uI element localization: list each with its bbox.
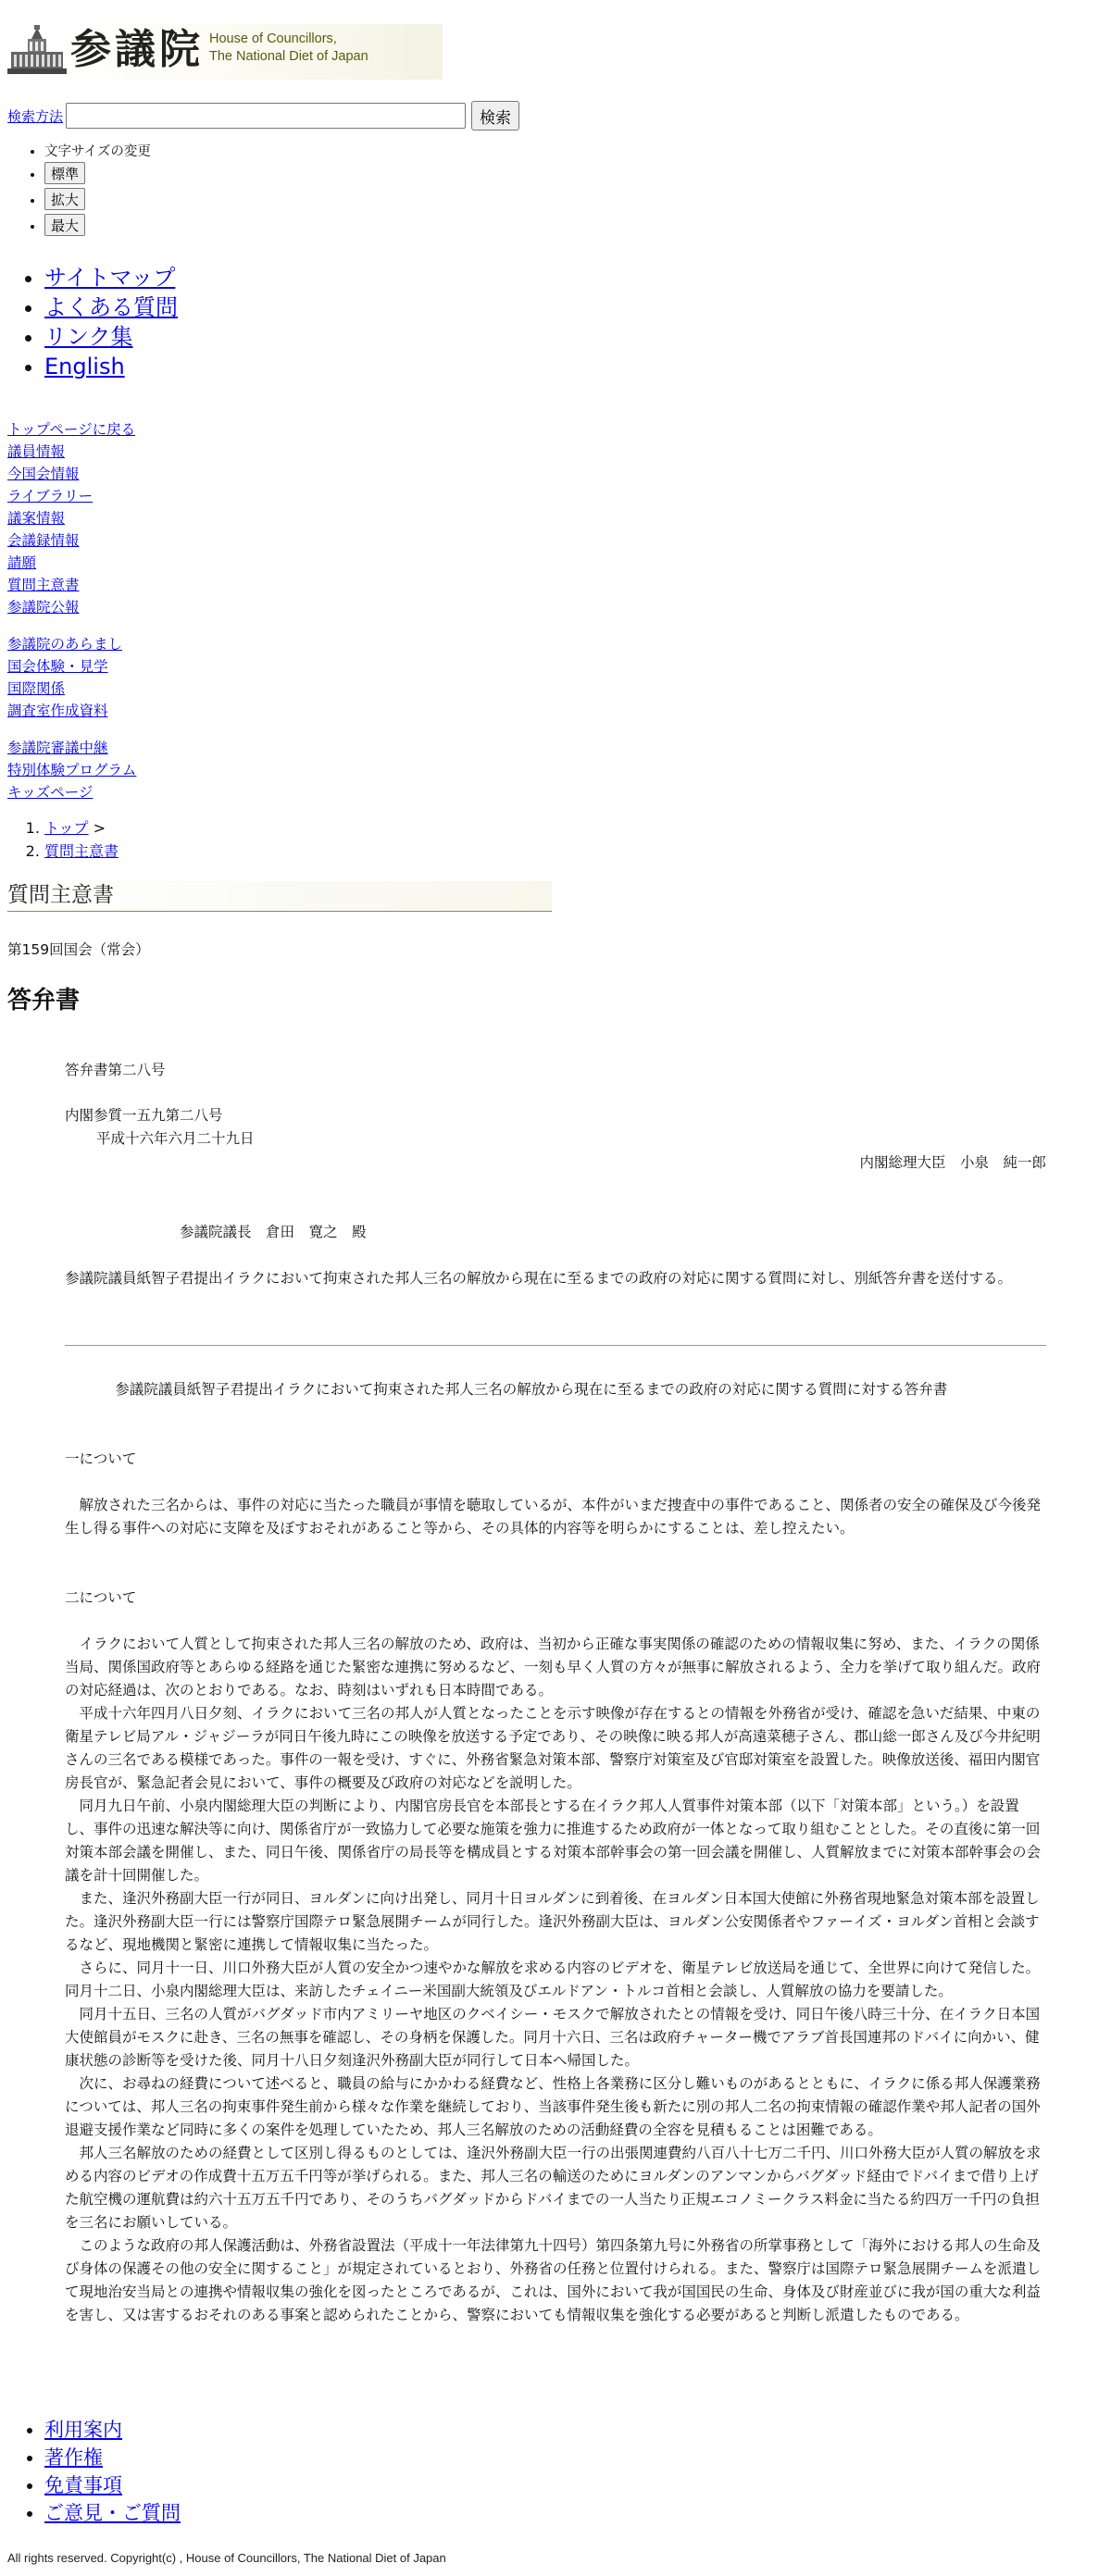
nav-bulletin[interactable]: 参議院公報 xyxy=(7,599,80,616)
breadcrumb-item-top xyxy=(44,816,119,840)
font-size-label: • 文字サイズの変更 xyxy=(44,144,151,160)
divider xyxy=(65,1345,1046,1346)
section-2-paragraph: 同月九日午前、小泉内閣総理大臣の判断により、内閣官房長官を本部長とする在イラク邦人人質事件対策本部（以下「対策本部」という。）を設置し、事件の迅速な解決等に向け、関係省庁が一致協力して必要な施策を強力に推進するため政府が一体となって取り組むこととした。その直後に第一回対策本部会議を開催し、また、同日午後、関係省庁の局長等を構成員とする対策本部幹事会の第一回会議を開催し、人質解放までに対策本部幹事会の会議を計十回開催した。 xyxy=(65,1798,1042,1884)
site-logo[interactable] xyxy=(7,24,443,80)
breadcrumb-separator: > xyxy=(88,819,106,837)
footer-disclaimer-link[interactable]: 免責事項 xyxy=(44,2474,122,2496)
english-link[interactable]: English xyxy=(44,354,125,380)
nav-library[interactable]: ライブラリー xyxy=(7,488,94,504)
nav-overview[interactable]: 参議院のあらまし xyxy=(7,636,123,653)
nav-gap xyxy=(7,722,136,737)
section-2-paragraph: このような政府の邦人保護活動は、外務省設置法（平成十一年法律第九十四号）第四条第九号に外務省の所掌事務として「海外における邦人の生命及び身体の保護その他の安全に関すること」が規定されているとおり、外務省の任務と位置付けられる。また、警察庁は国際テロ緊急展開チームを派遣して現地治安当局との連携や情報収集の強化を図ったところであるが、これは、国外において我が国国民の生命、身体及び財産並びに我が国の重大な利益を害し、又は害するおそれのある事案と認められたことから、警察においても情報収集を強化する必要があると判断し派遣したものである。 xyxy=(65,2237,1042,2323)
search-button[interactable]: 検索 xyxy=(471,101,519,131)
section-2-paragraph: 同月十五日、三名の人質がバグダッド市内アミリーヤ地区のクベイシー・モスクで解放されたとの情報を受け、同日午後八時三十分、在イラク日本国大使館員がモスクに赴き、三名の無事を確認し、その身柄を保護した。同月十六日、三名は政府チャーター機でアラブ首長国連邦のドバイに向かい、健康状態の診断等を受けた後、同月十八日夕刻逢沢外務副大臣が同行して日本へ帰国した。 xyxy=(65,2006,1041,2069)
font-size-standard-button[interactable]: 標準 xyxy=(44,162,85,184)
search-input[interactable] xyxy=(66,103,466,129)
section-2-paragraph: また、逢沢外務副大臣一行が同日、ヨルダンに向け出発し、同月十日ヨルダンに到着後、在ヨルダン日本国大使館に外務省現地緊急対策本部を設置した。逢沢外務副大臣一行には警察庁国際テロ緊急展開チームが同行した。逢沢外務副大臣は、ヨルダン公安関係者やファーイズ・ヨルダン首相と会談するなど、現地機関と緊密に連携して情報収集に当たった。 xyxy=(65,1890,1040,1953)
breadcrumb-current-link[interactable]: 質問主意書 xyxy=(44,842,119,860)
nav-visit[interactable]: 国会体験・見学 xyxy=(7,658,108,675)
nav-gap xyxy=(7,618,136,633)
breadcrumb-top-link[interactable]: トップ xyxy=(44,819,89,837)
diet-building-icon xyxy=(7,24,67,78)
utility-nav xyxy=(44,263,178,381)
links-link[interactable]: リンク集 xyxy=(44,324,133,350)
font-size-large-button[interactable]: 拡大 xyxy=(44,188,85,210)
footer-item-disclaimer xyxy=(44,2471,181,2499)
search-method-link[interactable]: 検索方法 xyxy=(7,107,64,125)
section-2-paragraph: 次に、お尋ねの経費について述べると、職員の給与にかかわる経費など、性格上各業務に区分し難いものがあるとともに、イラクに係る邦人保護業務については、邦人三名の拘束事件発生前から様々な作業を継続しており、当該事件発生後も新たに別の邦人二名の拘束情報の確認作業や邦人記者の国外退避支援作業など同時に多くの案件を処理していたため、邦人三名解放のための活動経費の全容を見積もることは困難である。 xyxy=(65,2075,1041,2138)
footer-item-copyright xyxy=(44,2444,181,2471)
section-1-title: 一について xyxy=(65,1450,137,1467)
nav-kids[interactable]: キッズページ xyxy=(7,784,94,801)
page-title: 質問主意書 xyxy=(7,881,552,912)
footer-item-guide xyxy=(44,2416,181,2444)
nav-bills[interactable]: 議案情報 xyxy=(7,510,66,527)
section-2-paragraph: 平成十六年四月八日夕刻、イラクにおいて三名の邦人が人質となったことを示す映像が存在するとの情報を外務省が受け、確認を急いだ結果、中東の衛星テレビ局アル・ジャジーラが同日午後九時にこの映像を放送する予定であり、その映像に映る邦人が高遠菜穂子さん、郡山総一郎さん及び今井紀明さんの三名である模様であった。事件の一報を受け、すぐに、外務省緊急対策本部、警察庁対策室及び官邸対策室を設置した。映像放送後、福田内閣官房長官が、緊急記者会見において、事件の概要及び政府の対応などを説明した。 xyxy=(65,1705,1041,1791)
section-2 xyxy=(65,1633,1046,2327)
logo-english-line2: The National Diet of Japan xyxy=(209,49,368,64)
search-form xyxy=(7,100,519,131)
footer-guide-link[interactable]: 利用案内 xyxy=(44,2419,122,2441)
answer-date: 平成十六年六月二十九日 xyxy=(96,1130,255,1147)
answer-title-text: 参議院議員紙智子君提出イラクにおいて拘束された邦人三名の解放から現在に至るまでの政府の対応に関する質問に対する答弁書 xyxy=(115,1381,948,1398)
font-size-control xyxy=(44,144,151,238)
footer-feedback-link[interactable]: ご意見・ご質問 xyxy=(44,2502,181,2524)
section-1-text: 解放された三名からは、事件の対応に当たった職員が事情を聴取しているが、本件がいまだ捜査中の事件であること、関係者の安全の確保及び今後発生し得る事件への対応に支障を及ぼすおそれがあること等から、その具体的内容等を明らかにすることは、差し控えたい。 xyxy=(65,1497,1042,1537)
session-label: 第159回国会（常会） xyxy=(7,941,150,958)
breadcrumb-item-current xyxy=(44,840,119,863)
nav-questions[interactable]: 質問主意書 xyxy=(7,577,80,593)
util-item-links xyxy=(44,322,178,352)
nav-live[interactable]: 参議院審議中継 xyxy=(7,740,108,756)
logo-kanji: 参議院 xyxy=(70,26,204,73)
nav-petitions[interactable]: 請願 xyxy=(7,554,37,571)
util-item-sitemap xyxy=(44,263,178,292)
section-2-paragraph: 邦人三名解放のための経費として区別し得るものとしては、逢沢外務副大臣一行の出張関連費約八百八十七万二千円、川口外務大臣が人質の解放を求める内容のビデオの作成費十五万五千円等が挙げられる。また、邦人三名の輸送のためにヨルダンのアンマンからバグダッド経由でドバイまで借り上げた航空機の運航費は約六十五万五千円であり、そのうちバグダッドからドバイまでの一人当たり正規エコノミークラス料金に当たる約四万一千円の負担を三名にお願いしている。 xyxy=(65,2145,1042,2231)
copyright-text: All rights reserved. Copyright(c) , House of Councillors, The National Diet of Japan xyxy=(7,2551,446,2565)
nav-research[interactable]: 調査室作成資料 xyxy=(7,703,108,719)
global-nav xyxy=(7,418,136,803)
font-size-largest-button[interactable]: 最大 xyxy=(44,214,85,236)
nav-international[interactable]: 国際関係 xyxy=(7,680,66,697)
util-item-faq xyxy=(44,292,178,322)
cover-text: 参議院議員紙智子君提出イラクにおいて拘束された邦人三名の解放から現在に至るまでの政府の対応に関する質問に対し、別紙答弁書を送付する。 xyxy=(65,1270,1013,1287)
nav-members[interactable]: 議員情報 xyxy=(7,443,66,460)
font-size-largest-item xyxy=(44,212,151,238)
section-1 xyxy=(65,1494,1046,1540)
section-2-paragraph: さらに、同月十一日、川口外務大臣が人質の安全かつ速やかな解放を求める内容のビデオを、衛星テレビ放送局を通じて、全世界に向けて発信した。同月十二日、小泉内閣総理大臣は、来訪したチェイニー米国副大統領及びエルドアン・トルコ首相と会談し、人質解放の協力を要請した。 xyxy=(65,1960,1041,1999)
breadcrumb xyxy=(44,816,119,863)
section-2-paragraph: イラクにおいて人質として拘束された邦人三名の解放のため、政府は、当初から正確な事実関係の確認のための情報収集に努め、また、イラクの関係当局、関係国政府等とあらゆる経路を通じた緊密な連携に努めるなど、一刻も早く人質の方々が無事に解放されるよう、全力を挙げて取り組んだ。政府の対応経過は、次のとおりである。なお、時刻はいずれも日本時間である。 xyxy=(65,1636,1042,1699)
answer-number: 答弁書第二八号 xyxy=(65,1062,166,1078)
footer-copyright-link[interactable]: 著作権 xyxy=(44,2446,103,2469)
recipient: 参議院議長 倉田 寛之 殿 xyxy=(180,1224,367,1240)
nav-current-session[interactable]: 今国会情報 xyxy=(7,466,80,482)
nav-program[interactable]: 特別体験プログラム xyxy=(7,762,137,778)
section-2-title: 二について xyxy=(65,1589,137,1606)
document-heading: 答弁書 xyxy=(7,987,81,1014)
logo-english-line1: House of Councillors, xyxy=(209,31,337,46)
nav-minutes[interactable]: 会議録情報 xyxy=(7,532,80,549)
cabinet-reference: 内閣参質一五九第二八号 xyxy=(65,1107,223,1124)
util-item-english xyxy=(44,352,178,381)
nav-top[interactable]: トップページに戻る xyxy=(7,421,136,438)
answer-title xyxy=(65,1378,1046,1401)
sitemap-link[interactable]: サイトマップ xyxy=(44,265,176,291)
footer-item-feedback xyxy=(44,2499,181,2527)
font-size-standard-item xyxy=(44,160,151,186)
sender: 内閣総理大臣 小泉 純一郎 xyxy=(859,1154,1046,1171)
font-size-large-item xyxy=(44,186,151,212)
footer-nav xyxy=(44,2416,181,2527)
faq-link[interactable]: よくある質問 xyxy=(44,294,178,320)
logo-english xyxy=(209,31,368,66)
